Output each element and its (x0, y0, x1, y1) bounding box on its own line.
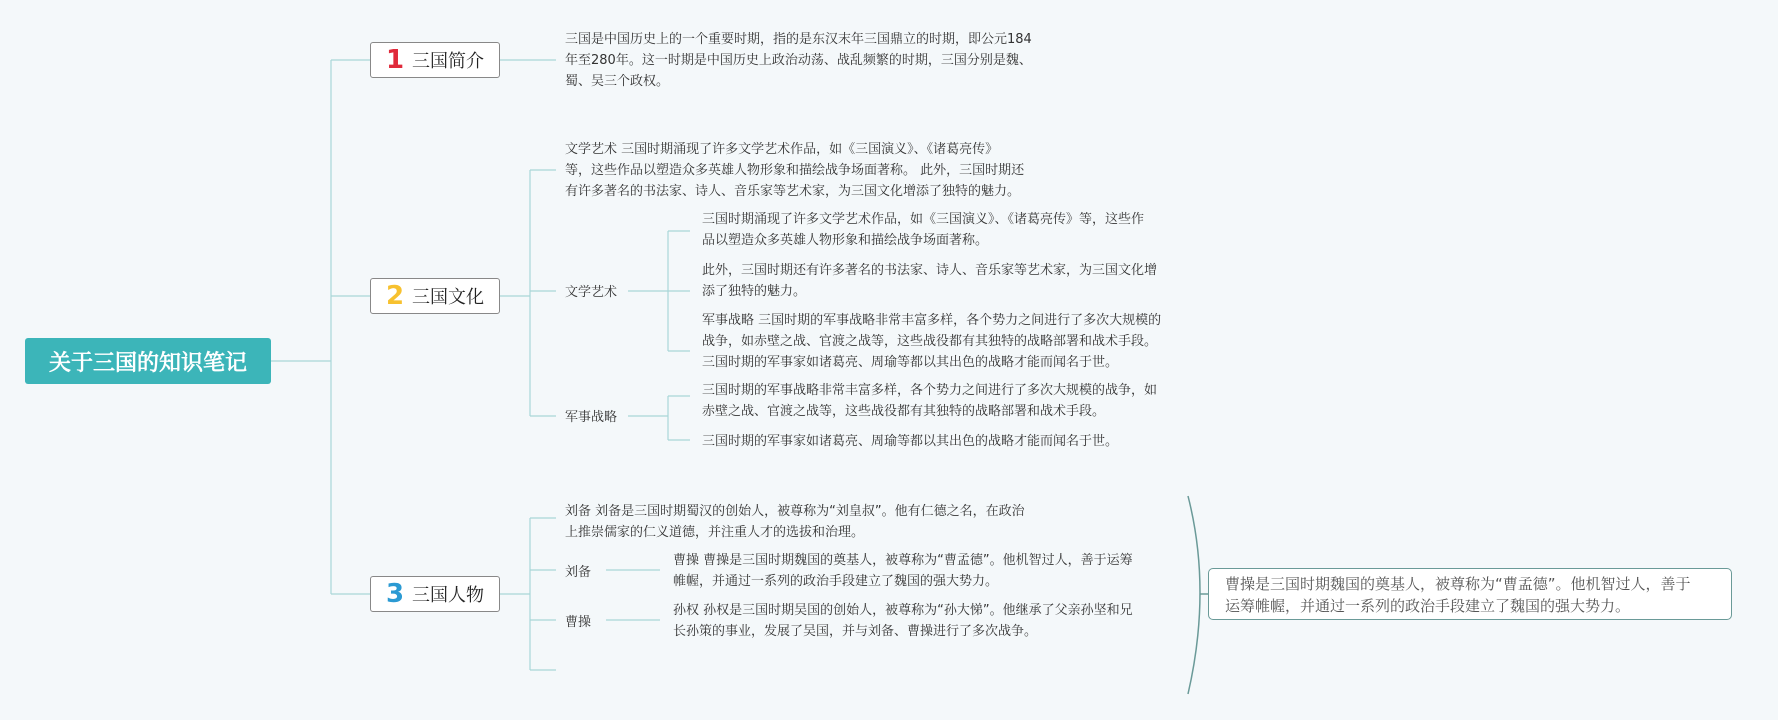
topic-number-2: 2 (385, 281, 405, 311)
topic-intro[interactable] (370, 42, 500, 78)
topic-title-culture: 三国文化 (412, 287, 485, 308)
text-line: 此外，三国时期还有许多著名的书法家、诗人、音乐家等艺术家，为三国文化增 (702, 263, 1158, 278)
text-line: 曹操是三国时期魏国的奠基人，被尊称为“曹孟德”。他机智过人，善于 (1225, 575, 1691, 593)
text-line: 孙权 孙权是三国时期吴国的创始人，被尊称为“孙大悌”。他继承了父亲孙坚和兄 (673, 603, 1133, 618)
summary-callout[interactable] (1208, 568, 1732, 620)
text-line: 三国时期涌现了许多文学艺术作品，如《三国演义》、《诸葛亮传》等，这些作 (702, 212, 1145, 227)
arts-item-1[interactable] (702, 209, 1144, 251)
text-line: 等，这些作品以塑造众多英雄人物形象和描绘战争场面著称。 此外，三国时期还 (565, 163, 1025, 178)
sunquan-item[interactable] (673, 600, 1133, 642)
text-line: 长孙策的事业，发展了吴国，并与刘备、曹操进行了多次战争。 (673, 624, 1038, 639)
root-topic[interactable] (25, 338, 271, 384)
arts-label[interactable]: 文学艺术 (565, 285, 618, 300)
topic-title-intro: 三国简介 (412, 51, 485, 72)
root-title: 关于三国的知识笔记 (48, 350, 247, 376)
text-line: 品以塑造众多英雄人物形象和描绘战争场面著称。 (702, 233, 989, 248)
liubei-label[interactable]: 刘备 (565, 565, 592, 580)
text-line: 帷幄，并通过一系列的政治手段建立了魏国的强大势力。 (673, 574, 999, 589)
liubei-summary[interactable] (565, 501, 1025, 543)
text-line: 上推崇儒家的仁义道德，并注重人才的选拔和治理。 (565, 525, 865, 540)
text-line: 战争，如赤壁之战、官渡之战等，这些战役都有其独特的战略部署和战术手段。 (702, 334, 1158, 349)
caocao-label[interactable]: 曹操 (565, 615, 592, 630)
text-line: 添了独特的魅力。 (702, 284, 807, 299)
text-line: 军事战略 三国时期的军事战略非常丰富多样，各个势力之间进行了多次大规模的 (702, 313, 1162, 328)
text-line: 曹操 曹操是三国时期魏国的奠基人，被尊称为“曹孟德”。他机智过人，善于运筹 (673, 553, 1133, 568)
topic-culture[interactable] (370, 278, 500, 314)
caocao-item[interactable] (673, 550, 1133, 592)
text-line: 三国时期的军事家如诸葛亮、周瑜等都以其出色的战略才能而闻名于世。 (702, 355, 1119, 370)
intro-text[interactable] (565, 29, 1032, 92)
text-line: 刘备 刘备是三国时期蜀汉的创始人，被尊称为“刘皇叔”。他有仁德之名，在政治 (565, 504, 1025, 519)
military-label[interactable]: 军事战略 (565, 410, 618, 425)
topic-people[interactable] (370, 576, 500, 612)
text-line: 三国时期的军事家如诸葛亮、周瑜等都以其出色的战略才能而闻名于世。 (702, 434, 1119, 449)
text-line: 年至280年。这一时期是中国历史上政治动荡、战乱频繁的时期，三国分别是魏、 (565, 53, 1032, 68)
military-item-2[interactable] (702, 431, 1118, 452)
text-line: 文学艺术 三国时期涌现了许多文学艺术作品，如《三国演义》、《诸葛亮传》 (565, 142, 999, 157)
topic-title-people: 三国人物 (412, 585, 485, 606)
text-line: 运筹帷幄，并通过一系列的政治手段建立了魏国的强大势力。 (1225, 597, 1631, 615)
text-line: 三国时期的军事战略非常丰富多样，各个势力之间进行了多次大规模的战争，如 (702, 383, 1158, 398)
text-line: 赤壁之战、官渡之战等，这些战役都有其独特的战略部署和战术手段。 (702, 404, 1106, 419)
arts-item-3[interactable] (702, 310, 1161, 373)
topic-number-1: 1 (385, 45, 405, 75)
text-line: 有许多著名的书法家、诗人、音乐家等艺术家，为三国文化增添了独特的魅力。 (565, 184, 1021, 199)
culture-summary[interactable] (565, 139, 1024, 202)
text-line: 三国是中国历史上的一个重要时期，指的是东汉末年三国鼎立的时期，即公元184 (565, 32, 1032, 47)
text-line: 蜀、吴三个政权。 (565, 74, 670, 89)
military-item-1[interactable] (702, 380, 1157, 422)
topic-number-3: 3 (385, 579, 405, 609)
arts-item-2[interactable] (702, 260, 1157, 302)
